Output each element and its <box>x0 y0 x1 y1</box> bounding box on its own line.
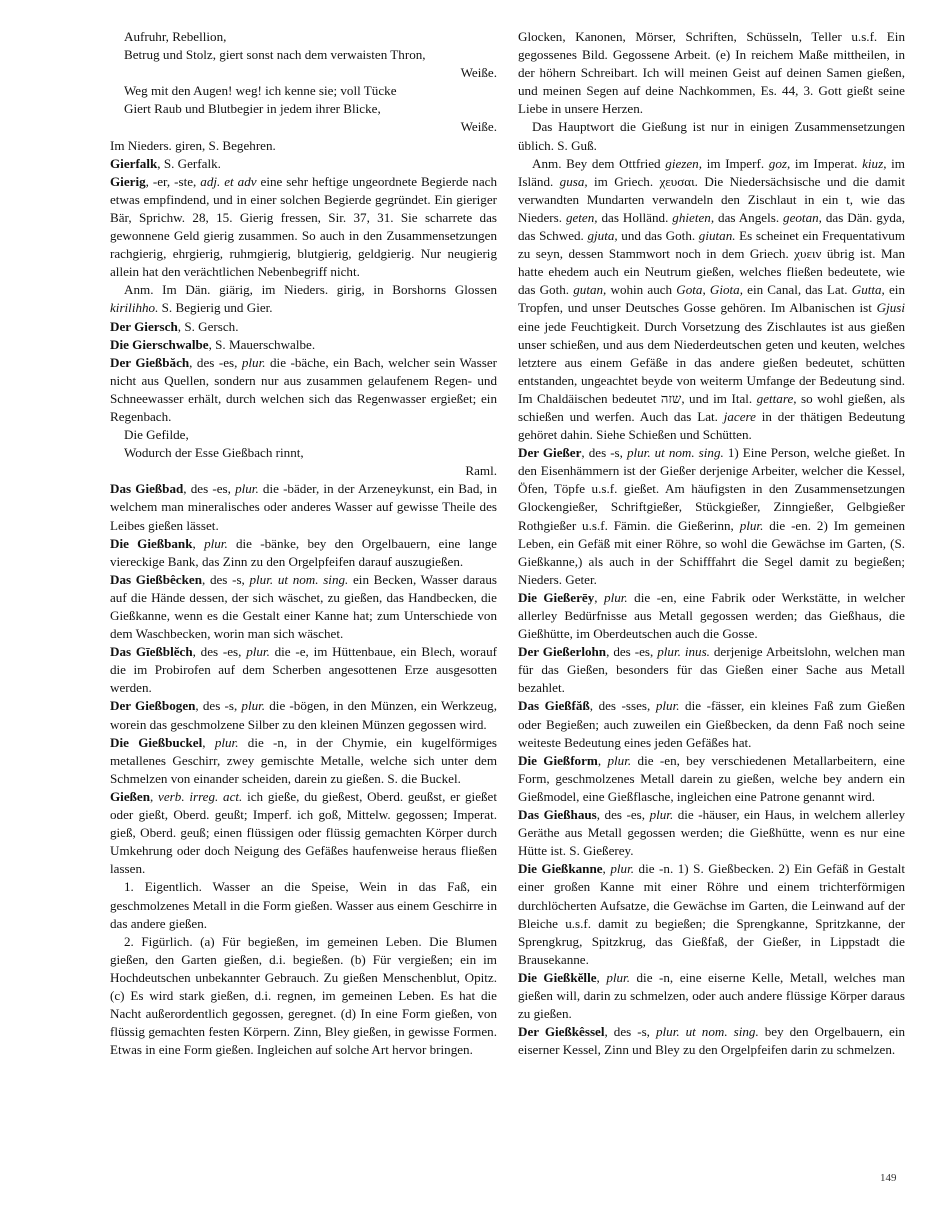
grammar-note: plur. <box>606 969 630 985</box>
headword: Gießen <box>110 788 151 804</box>
verse-attribution: Weiße. <box>460 65 497 81</box>
entry-gierschwalbe <box>110 336 497 354</box>
entry-text: die -bäche, ein Bach, welcher sein Wasser nicht aus Quellen, sondern nur aus zusammen gelaufenem Regen- und Schneewasser erhält, durch welchen sich das Regenwasser ergießet; ein Regenbach. <box>110 354 497 424</box>
headword: Der Gießbogen <box>110 698 196 714</box>
cited-form: giezen, <box>665 155 703 171</box>
entry-gierfalk <box>110 155 497 173</box>
headword: Die Gießbuckel <box>110 734 203 750</box>
entry-text: die -n. 1) S. Gießbecken. 2) Ein Gefäß in Gestalt einer großen Kanne mit einer Röhre und einem trichterförmigen durchlöcherten Aufsatze, die Gewächse im Garten, die Leinwand auf der Bleiche u.s.f. damit zu begießen; die Sprengkanne, Spritzkanne, der Sprengkrug, Spitzkrug, das Gießfaß, der Gießer, in Lippstadt die Brausekanne. <box>518 861 905 967</box>
entry-giesskelle <box>518 969 905 1023</box>
grammar-note: plur. inus. <box>657 644 710 660</box>
entry-text: die -bögen, in den Münzen, ein Werkzeug, worein das geschmolzene Silber zu den kleinen Münzen gegossen wird. <box>110 698 498 732</box>
cited-form: geten, <box>565 209 598 225</box>
grammar-note: plur. <box>235 481 259 497</box>
grammar-note: plur. <box>241 354 266 370</box>
entry-text: , S. Gerfalk. <box>157 155 221 171</box>
entry-text: eine sehr heftige ungeordnete Begierde nach etwas empfindend, und in einer solchen Begierde gegründet. Ein gieriger Bär, Sprichw. 28, 15. Gierig fressen, Sir. 37, 31. Sie scharrete das gewonnene Geld gierig zusammen. So auch in den Zusammensetzungen rachgierig, ehrgierig, ruhmgierig, blutgierig, geldgierig. Nur neugierig allein hat den verächtlichen Nebenbegriff nicht. <box>110 173 497 280</box>
entry-text: die -en, bey verschiedenen Metallarbeitern, eine Form, geschmolzenes Metall darein zu gießen, welche bey andern ein Gießmodel, eine Gießflasche, ingleichen eine Patrone genannt wird. <box>518 752 905 804</box>
entry-text: die -e, im Hüttenbaue, ein Blech, worauf die im Probirofen auf dem Scherben angesottenen Erze ausgesotten werden. <box>110 644 497 696</box>
entry-text: , des -es, <box>192 644 247 660</box>
entry-giessbach <box>110 354 497 426</box>
entry-text: , des -es, <box>596 807 650 823</box>
entry-text: im Imperat. <box>790 155 863 171</box>
grammar-note: plur. <box>246 644 270 660</box>
grammar-note: plur. <box>214 734 239 750</box>
entry-text: die -häuser, ein Haus, in welchem allerley Geräthe aus Metall gegossen werden; die Gießhütte, wenn es nur eine Hütte ist. S. Gießerey. <box>518 807 906 859</box>
cited-form: Gjusi <box>876 300 905 316</box>
cited-form: gutan, <box>573 282 607 298</box>
entry-text: das Dän. gyda, das Schwed. <box>518 209 906 244</box>
headword: Der Gießkêssel <box>518 1024 605 1040</box>
entry-giersch <box>110 318 497 336</box>
entry-text: Anm. Bey dem Ottfried <box>532 155 666 171</box>
headword: Gierfalk <box>110 155 158 171</box>
entry-text: Es scheinet ein Frequentativum zu seyn, dessen Stammwort noch in dem Griech. χυειν übrig ist. Man hatte ehedem auch ein Neutrum gießen, welches fließen bedeutete, wie das Goth. <box>518 228 906 298</box>
entry-giesserey <box>518 589 905 643</box>
grammar-note: plur. ut nom. sing. <box>249 571 349 587</box>
entry-text: , des -s, <box>581 445 627 461</box>
entry-text: im Griech. χευσαι. Die Niedersächsische und die damit verwandten Mundarten verwandeln den Zischlaut in ein t, wie das Nieders. <box>518 173 906 225</box>
cited-form: kiuz, <box>862 155 887 171</box>
verse-line: Wodurch der Esse Gießbach rinnt, <box>124 445 304 461</box>
entry-giessen <box>110 788 497 878</box>
annotation <box>518 155 905 445</box>
entry-text: die -n, in der Chymie, ein kugelförmiges metallenes Geschirr, zwey gemischte Metalle, welche sich unter dem Schmelzen von einander scheiden, darein zu gießen. S. die Buckel. <box>110 734 497 786</box>
grammar-note: plur. <box>604 589 628 605</box>
entry-text: , S. Gersch. <box>177 318 239 334</box>
entry-text: ein Canal, das Lat. <box>742 282 852 298</box>
entry-text: , des -s, <box>604 1024 656 1040</box>
entry-text: , <box>602 861 611 877</box>
entry-giessbuckel <box>110 734 497 788</box>
grammar-note: adj. et adv <box>200 173 257 189</box>
cited-form: jacere <box>723 408 756 424</box>
verse-line: Betrug und Stolz, giert sonst nach dem verwaisten Thron, <box>124 47 426 63</box>
entry-giesskanne <box>518 860 905 969</box>
entry-text: , des -s, <box>201 571 250 587</box>
grammar-note: plur. ut nom. sing. <box>626 445 724 461</box>
page-number: 149 <box>880 1172 897 1184</box>
annotation <box>110 281 497 317</box>
verse-attribution: Raml. <box>465 463 497 479</box>
headword: Der Gießer <box>518 445 582 461</box>
sense-paragraph: 1. Eigentlich. Wasser an die Speise, Wein in das Faß, ein geschmolzenes Metall in die Form gießen. Wasser aus einem Geschirre in das andere gießen. <box>110 879 497 931</box>
entry-text: Anm. Im Dän. giärig, im Nieders. girig, in Borshorns Glossen <box>124 282 497 298</box>
entry-giesshaus <box>518 806 905 860</box>
entry-text: , <box>596 969 607 985</box>
headword: Die Gierschwalbe <box>110 336 209 352</box>
left-column <box>110 28 497 1059</box>
entry-text: die -n, eine eiserne Kelle, Metall, welches man gießen will, darin zu schmelzen, oder auch andere flüssige Körper daraus zu gießen. <box>518 969 906 1022</box>
entry-gierig <box>110 173 497 282</box>
cited-form: Gota, Giota, <box>676 282 743 298</box>
entry-text: Das Hauptwort die Gießung ist nur in einigen Zusammensetzungen üblich. S. Guß. <box>518 119 905 153</box>
grammar-note: plur. <box>204 535 228 551</box>
verse-line: Weg mit den Augen! weg! ich kenne sie; voll Tücke <box>124 83 397 99</box>
entry-text: eine jede Feuchtigkeit. Durch Vorsetzung des Zischlautes ist aus gießen unser schießen, und aus dem Niederdeutschen geten und keuten, welches letztere aus einem Gefäße in das andere gießen bedeutet, schütten entstanden, ungeachtet beyde von weiterm Umfange der Bedeutung sind. Im Chaldäischen bedeutet שזה, und im Ital. <box>518 318 905 406</box>
entry-text: wohin auch <box>606 282 677 298</box>
grammar-note: verb. irreg. act. <box>158 788 243 804</box>
headword: Die Gießkĕlle <box>518 969 597 985</box>
entry-giesskessel <box>518 1023 905 1059</box>
entry-text: , <box>594 589 605 605</box>
entry-text: , <box>192 535 205 551</box>
entry-text: , <box>597 752 608 768</box>
grammar-note: plur. <box>655 698 680 714</box>
cited-form: geotan, <box>783 209 822 225</box>
entry-text: ein Tropfen, und unser Deutsches Gosse gehören. Im Albanischen ist <box>518 282 905 316</box>
entry-text: Glocken, Kanonen, Mörser, Schriften, Schüsseln, Teller u.s.f. Ein gegossenes Bild. Gegossene Arbeit. (e) In reichem Maße mittheilen, in der höhern Schreibart. Ich will meinen Geist auf deinen Samen gießen, und meinen Segen auf deine Nachkommen, Es. 44, 3. Gott gießt seine Liebe in unsere Herzen. <box>518 29 905 117</box>
entry-text: , <box>202 734 215 750</box>
entry-text: die -fässer, ein kleines Faß zum Gießen oder Begießen; auch zuweilen ein Gießbecken, da denn Faß noch seine weiteste Bedeutung eines jeden Gefäßes hat. <box>518 698 906 750</box>
verse-line: Aufruhr, Rebellion, <box>124 29 227 44</box>
entry-text: im Imperf. <box>702 155 769 171</box>
entry-giessfass <box>518 697 905 751</box>
entry-text: in der thätigen Bedeutung gehöret dahin. Siehe Schießen und Schütten. <box>518 408 906 443</box>
entry-text: bey den Orgelbauern, ein eiserner Kessel, Zinn und Bley zu den Orgelpfeifen darin zu schmelzen. <box>518 1024 906 1058</box>
entry-text: die -bäder, in der Arzeneykunst, ein Bad, in welchem man mineralisches oder anderes Wasser auf gewisse Theile des Leibes gießen lässet. <box>110 481 497 533</box>
entry-text: , des -s, <box>195 698 242 714</box>
entry-giesserlohn <box>518 643 905 697</box>
cited-form: giutan. <box>698 228 736 244</box>
entry-giessbecken <box>110 571 497 643</box>
cited-form: gjuta, <box>587 228 618 244</box>
verse-attribution: Weiße. <box>460 119 497 135</box>
headword: Der Giersch <box>110 318 178 334</box>
entry-text: Im Nieders. giren, S. Begehren. <box>110 137 276 153</box>
cited-form: Gutta, <box>851 282 885 298</box>
headword: Das Gießbêcken <box>110 571 202 587</box>
entry-text: derjenige Arbeitslohn, welchen man für das Gießen, besonders für das Gießen einer Sache aus Metall bezahlet. <box>518 644 905 696</box>
entry-text: , <box>150 788 159 804</box>
cited-form: gettare, <box>756 390 797 406</box>
verse-line: Giert Raub und Blutbegier in jedem ihrer Blicke, <box>124 101 381 117</box>
entry-text: , des -es, <box>189 354 242 370</box>
headword: Die Gießerēy <box>518 589 595 605</box>
grammar-note: plur. <box>739 517 764 533</box>
sense-paragraph: 2. Figürlich. (a) Für begießen, im gemeinen Leben. Die Blumen gießen, den Garten gießen, d.i. begießen. (b) Für vergießen; ein im Hochdeutschen unbekannter Gebrauch. Zu gießen Menschenblut, Opitz. (c) Es wird stark gießen, d.i. regnen, im gemeinen Leben. Es hat die Nacht außerordentlich gegossen, geregnet. (d) In eine Form gießen, von flüssig gemachten festen Körpern. Zinn, Bley gießen, in gewisse Formen. Etwas in eine Form gießen. Ingleichen auf solche Art hervor bringen. <box>110 933 497 1058</box>
entry-text: die -en. 2) Im gemeinen Leben, ein Gefäß mit einer Röhre, so wohl die Gewächse im Garten, (S. Gießkanne,) als auch in der Schifffahrt die Segel damit zu begießen; Nieders. Geter. <box>518 517 905 587</box>
entry-text: ich gieße, du gießest, Oberd. geußst, er gießet oder gießt, Oberd. geußt; Imperf. ich goß, Mittelw. gegossen; Imperat. gieß, Oberd. geuß; einen flüssigen oder flüssig gemachten Körper durch Umkehrung oder doch Neigung des Gefäßes haufenweise heraus fließen lassen. <box>110 788 497 877</box>
entry-text: so wohl gießen, als schießen und werfen. Auch das Lat. <box>518 390 905 424</box>
grammar-note: plur. ut nom. sing. <box>655 1024 759 1040</box>
cited-form: ghieten, <box>672 209 715 225</box>
entry-text: , des -sses, <box>589 698 656 714</box>
entry-text: , des -es, <box>606 644 658 660</box>
entry-text: , S. Mauerschwalbe. <box>208 336 316 352</box>
entry-text: ein Becken, Wasser daraus auf die Hände dessen, der sich wäschet, zu gießen, das Handbecken, die Gießkanne, wenn es die Gestalt einer Kanne hat; zum Unterschiede von dem Waschbecken, worin man sich wäschet. <box>110 571 498 642</box>
headword: Der Gießbăch <box>110 354 190 370</box>
headword: Das Gießbad <box>110 481 184 497</box>
headword: Der Gießerlohn <box>518 644 607 660</box>
entry-text: S. Begierig und Gier. <box>158 300 273 316</box>
verse-line: Die Gefilde, <box>124 427 189 443</box>
grammar-note: plur. <box>649 807 674 823</box>
entry-giesser <box>518 444 905 589</box>
entry-giessbad <box>110 480 497 534</box>
entry-text: , -er, -ste, <box>145 173 201 189</box>
headword: Die Gießform <box>518 752 598 768</box>
entry-text: im Isländ. <box>518 155 905 189</box>
entry-giessbank <box>110 535 497 571</box>
entry-text: das Angels. <box>714 209 784 225</box>
entry-text: und das Goth. <box>617 228 699 244</box>
grammar-note: plur. <box>607 752 632 768</box>
headword: Gierig <box>110 173 146 189</box>
grammar-note: plur. <box>241 698 266 714</box>
entry-text: , des -es, <box>183 481 236 497</box>
headword: Die Gießkanne <box>518 861 603 877</box>
entry-text: die -bänke, bey den Orgelbauern, eine lange viereckige Bank, das Zinn zu den Orgelpfeifen darauf auszugießen. <box>110 535 497 569</box>
grammar-note: kirilihho. <box>110 300 159 316</box>
entry-giessform <box>518 752 905 806</box>
grammar-note: plur. <box>610 861 634 877</box>
headword: Das Gießhaus <box>518 807 597 823</box>
headword: Die Gießbank <box>110 535 193 551</box>
entry-text: 1) Eine Person, welche gießet. In den Eisenhämmern ist der Gießer derjenige Arbeiter, welcher die Kessel, Öfen, Töpfe u.s.f. gießet. Am häufigsten in den Zusammensetzungen Glockengießer, Schriftgießer, Stückgießer, Zinngießer, Gelbgießer Rothgießer u.s.f. Fämin. die Gießerinn, <box>518 445 906 533</box>
right-column <box>518 28 905 1059</box>
cited-form: goz, <box>768 155 791 171</box>
entry-giessblech <box>110 643 497 697</box>
entry-giessbogen <box>110 697 497 733</box>
cited-form: gusa, <box>559 173 588 189</box>
entry-text: das Holländ. <box>597 209 673 225</box>
headword: Das Gīeßblĕch <box>110 644 193 660</box>
entry-text: die -en, eine Fabrik oder Werkstätte, in welcher allerley Bedürfnisse aus Metall gegossen werden; das Gießhaus, die Gießhütte, im Oberdeutschen auch die Gosse. <box>518 589 906 642</box>
headword: Das Gießfăß <box>518 698 590 714</box>
